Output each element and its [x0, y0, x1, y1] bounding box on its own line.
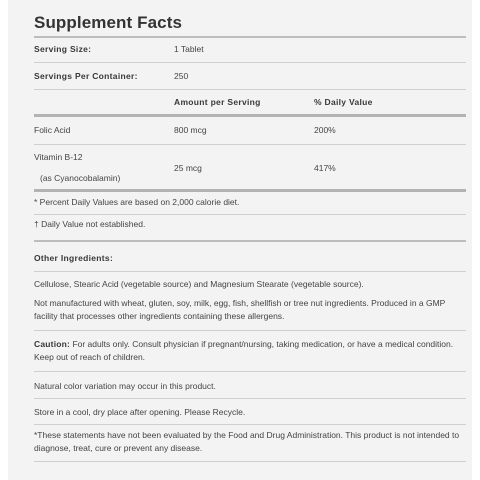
nutrient-daily-value: 417%	[314, 163, 336, 173]
table-bottom-rule	[34, 189, 466, 192]
serving-size-value: 1 Tablet	[174, 44, 204, 54]
caution-text: For adults only. Consult physician if pregnant/nursing, taking medication, or have a medical condition. Keep out of reach of children.	[34, 339, 454, 362]
nutrient-source: (as Cyanocobalamin)	[40, 173, 121, 183]
supplement-facts-panel	[8, 0, 472, 480]
nutrient-amount: 25 mcg	[174, 163, 202, 173]
color-variation-note: Natural color variation may occur in this product.	[34, 381, 216, 391]
divider	[34, 62, 466, 63]
footnote-dv-not-established: † Daily Value not established.	[34, 219, 146, 229]
servings-per-container-label: Servings Per Container:	[34, 71, 138, 81]
divider	[34, 271, 466, 272]
daily-value-header: % Daily Value	[314, 97, 373, 107]
caution-label: Caution:	[34, 339, 71, 349]
divider	[34, 214, 466, 215]
serving-size-label: Serving Size:	[34, 44, 92, 54]
divider	[34, 424, 466, 425]
footnote-percent-dv: * Percent Daily Values are based on 2,000 calorie diet.	[34, 197, 240, 207]
table-header-rule	[34, 114, 466, 117]
caution-statement	[34, 338, 464, 364]
other-ingredients-heading: Other Ingredients:	[34, 253, 114, 263]
divider	[34, 461, 466, 462]
divider	[34, 144, 466, 145]
allergen-note: Not manufactured with wheat, gluten, soy, milk, egg, fish, shellfish or tree nut ingredients. Produced in a GMP facility that processes other ingredients containing these allergens.	[34, 298, 446, 321]
nutrient-name: Folic Acid	[34, 125, 71, 135]
amount-per-serving-header: Amount per Serving	[174, 97, 261, 107]
divider	[34, 330, 466, 331]
divider	[34, 398, 466, 399]
nutrient-name: Vitamin B-12	[34, 152, 83, 162]
section-rule	[34, 240, 466, 242]
fda-statement: *These statements have not been evaluated by the Food and Drug Administration. This product is not intended to diagnose, treat, cure or prevent any disease.	[34, 430, 460, 453]
title-rule	[34, 36, 466, 38]
storage-note: Store in a cool, dry place after opening. Please Recycle.	[34, 407, 246, 417]
other-ingredients-text: Cellulose, Stearic Acid (vegetable source) and Magnesium Stearate (vegetable source).	[34, 279, 364, 289]
divider	[34, 371, 466, 372]
divider	[34, 89, 466, 90]
nutrient-amount: 800 mcg	[174, 125, 207, 135]
servings-per-container-value: 250	[174, 71, 189, 81]
page-title: Supplement Facts	[34, 13, 183, 32]
nutrient-daily-value: 200%	[314, 125, 336, 135]
